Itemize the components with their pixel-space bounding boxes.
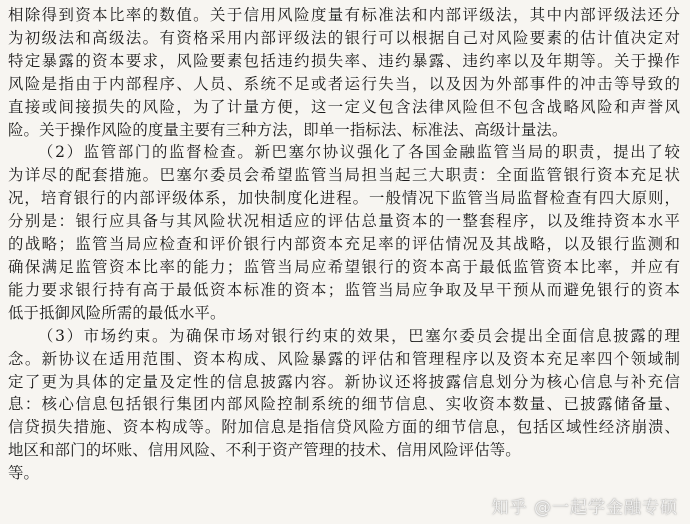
text-line: （2）监管部门的监督检查。新巴塞尔协议强化了各国金融监管当局的职责，提出了较 bbox=[38, 143, 680, 162]
text-line: 地区和部门的坏账、信用风险、不利于资产管理的技术、信用风险评估等。 bbox=[8, 441, 521, 460]
text-line: 念。新协议在适用范围、资本构成、风险暴露的评估和管理程序以及资本充足率四个领域制 bbox=[8, 349, 680, 368]
document-body bbox=[8, 4, 680, 485]
text-line: 为详尽的配套措施。巴塞尔委员会希望监管当局担当起三大职责：全面监管银行资本充足状 bbox=[8, 166, 680, 185]
text-line: 能力要求银行持有高于最低资本标准的资本；监管当局应争取及早干预从而避免银行的资本 bbox=[8, 280, 680, 299]
paragraph-supervisory-review bbox=[8, 141, 680, 324]
text-line: 特定暴露的资本要求，风险要素包括违约损失率、违约暴露、违约率以及年期等。关于操作 bbox=[8, 51, 680, 70]
text-line: 为初级法和高级法。有资格采用内部评级法的银行可以根据自己对风险要素的估计值决定对 bbox=[8, 28, 680, 47]
text-line: 等。 bbox=[8, 464, 40, 483]
text-line: 风险是指由于内部程序、人员、系统不足或者运行失当，以及因为外部事件的冲击等导致的 bbox=[8, 74, 680, 93]
text-line: 分别是：银行应具备与其风险状况相适应的评估总量资本的一整套程序，以及维持资本水平 bbox=[8, 212, 680, 231]
text-line: 相除得到资本比率的数值。关于信用风险度量有标准法和内部评级法，其中内部评级法还分 bbox=[8, 6, 680, 24]
text-line: 确保满足监管资本比率的能力；监管当局应希望银行的资本高于最低监管资本比率，并应有 bbox=[8, 257, 680, 276]
text-line: 定了更为具体的定量及定性的信息披露内容。新协议还将披露信息划分为核心信息与补充信 bbox=[8, 372, 680, 391]
watermark: 知乎 @一起学金融专硕 bbox=[491, 498, 678, 518]
text-line: 况，培育银行的内部评级体系，加快制度化进程。一般情况下监管当局监督检查有四大原则， bbox=[8, 189, 680, 208]
paragraph-market-discipline bbox=[8, 325, 680, 485]
paragraph-capital-adequacy bbox=[8, 4, 680, 141]
text-line: 直接或间接损失的风险，为了计量方便，这一定义包含法律风险但不包含战略风险和声誉风 bbox=[8, 97, 680, 116]
text-line: 息：核心信息包括银行集团内部风险控制系统的细节信息、实收资本数量、已披露储备量、 bbox=[8, 395, 680, 414]
text-line: 险。关于操作风险的度量主要有三种方法，即单一指标法、标准法、高级计量法。 bbox=[8, 120, 568, 139]
text-line: 信贷损失措施、资本构成等。附加信息是指信贷风险方面的细节信息，包括区域性经济崩溃、 bbox=[8, 418, 680, 437]
text-line: （3）市场约束。为确保市场对银行约束的效果，巴塞尔委员会提出全面信息披露的理 bbox=[38, 326, 680, 345]
text-line: 低于抵御风险所需的最低水平。 bbox=[8, 303, 226, 322]
text-line: 的战略；监管当局应检查和评价银行内部资本充足率的评估情况及其战略，以及银行监测和 bbox=[8, 235, 680, 254]
